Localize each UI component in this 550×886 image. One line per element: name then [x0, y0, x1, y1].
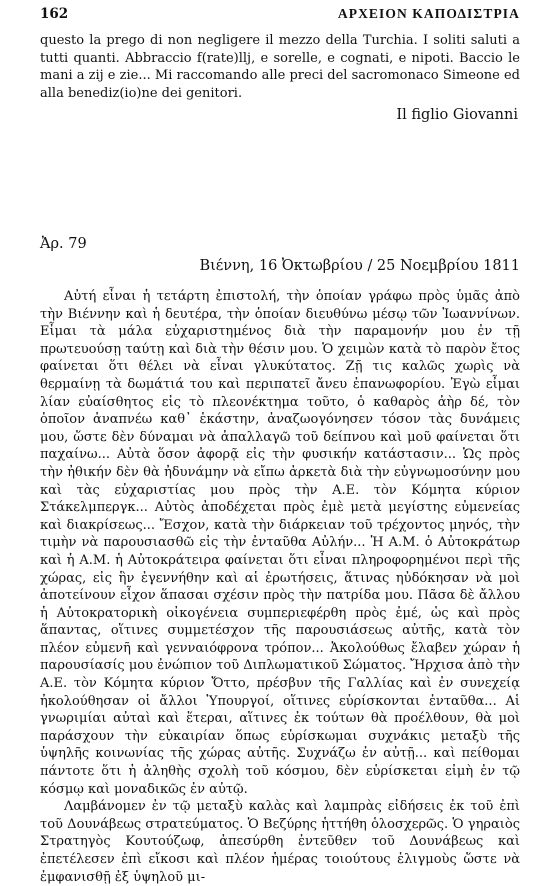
- letter-body: [40, 288, 520, 886]
- letter-dateline: Βιέννη, 16 Ὀκτωβρίου / 25 Νοεμβρίου 1811: [199, 258, 520, 274]
- closing-paragraph: questo la prego di non negligere il mezzo della Turchia. I soliti saluti a tutti quanti. Abbraccio f(rate)llj, e sorelle, e cognati, e nipoti. Baccio le mani a zij e zie... Mi raccomando alle preci del sacromonaco Simeone ed alla benediz(io)ne dei genitori.: [40, 33, 520, 101]
- letter-number: Ἀρ. 79: [40, 236, 87, 252]
- running-title: ΑΡΧΕΙΟΝ ΚΑΠΟΔΙΣΤΡΙΑ: [337, 6, 520, 21]
- letter-paragraph-1: Αὐτή εἶναι ἡ τετάρτη ἐπιστολή, τὴν ὁποίαν γράφω πρὸς ὑμᾶς ἀπὸ τὴν Βιέννην καὶ ἡ δευτέρα, τὴν ὁποίαν διευθύνω μέσῳ τῶν Ἰωαννίνων. Εἶμαι τὰ μάλα εὐχαριστημένος διὰ τὴν παραμονήν μου ἐν τῇ πρωτευούσῃ ταύτῃ καὶ διὰ τὴν θέσιν μου. Ὁ χειμὼν κατὰ τὸ παρὸν ἔτος φαίνεται ὅτι θέλει νὰ εἶναι γλυκύτατος. Ζῇ τις καλῶς χωρὶς νὰ θερμαίνῃ τὰ δωμάτιά του καὶ περιπατεῖ ἄνευ ἐπανωφορίου. Ἐγὼ εἶμαι λίαν εὐαίσθητος εἰς τὸ πλεονέκτημα τοῦτο, ὁ καθαρὸς ἀὴρ δέ, τὸν ὁποῖον ἀναπνέω καθ᾽ ἑκάστην, ἀναζωογόνησεν τόσον τὰς δυνάμεις μου, ὥστε δὲν δύναμαι νὰ ἀπαλλαγῶ τοῦ δείπνου καὶ μοῦ φαίνεται ὅτι παχαίνω... Αὐτὰ ὅσον ἀφορᾷ εἰς τὴν φυσικήν κατάστασιν... Ὡς πρὸς τὴν ἠθικήν δὲν θὰ ἠδυνάμην νὰ εἴπω ἀρκετὰ διὰ τὴν εὐγνωμοσύνην μου καὶ τὰς εὐχαριστίας μου πρὸς τὴν Α.Ε. τὸν Κόμητα κύριον Στάκελμπεργκ... Αὐτὸς ἀποδέχεται πρὸς ἐμὲ μετὰ μεγίστης εὐμενείας καὶ διακρίσεως... Ἔσχον, κατὰ τὴν διάρκειαν τοῦ τρέχοντος μηνός, τὴν τιμὴν νὰ παρουσιασθῶ εἰς τὴν ἐνταῦθα Αὐλήν... Ἡ Α.Μ. ὁ Αὐτοκράτωρ καὶ ἡ Α.Μ. ἡ Αὐτοκράτειρα φαίνεται ὅτι εἶναι πληροφορημένοι περὶ τῆς χώρας, εἰς ἣν ἐγεννήθην καὶ αἱ ἐρωτήσεις, ἅτινας ηὐδόκησαν νὰ μοὶ ἀποτείνουν εἶχον ἅπασαι σχέσιν πρὸς τὴν πατρίδα μου. Πᾶσα δὲ ἄλλου ἡ Αὐτοκρατορικὴ οἰκογένεια συμπεριεφέρθη πρὸς ἐμέ, ὡς καὶ πρὸς ἅπαντας, οἵτινες συμμετέσχον τῆς παρουσιάσεως αὐτῆς, κατὰ τὸν πλέον εὐμενῆ καὶ γενναιόφρονα τρόπον... Ἀκολούθως ἔλαβεν χώραν ἡ παρουσίασίς μου ἐνώπιον τοῦ Διπλωματικοῦ Σώματος. Ἤρχισα ἀπὸ τὴν Α.Ε. τὸν Κόμητα κύριον Ὄττο, πρέσβυν τῆς Γαλλίας καὶ ἐν συνεχείᾳ ἠκολούθησαν οἱ ἄλλοι Ὑπουργοί, οἵτινες εὑρίσκονται ἐνταῦθα... Αἱ γνωριμίαι αὐταὶ καὶ ἕτεραι, αἵτινες ἐκ τούτων θὰ προέλθουν, θὰ μοὶ παράσχουν τὴν εὐκαιρίαν ὅπως εὑρίσκωμαι συχνάκις μεταξὺ τῆς ὑψηλῆς κοινωνίας τῆς χώρας αὐτῆς. Συχνάζω ἐν αὐτῇ... καὶ πείθομαι πάντοτε ὅτι ἡ ἀληθὴς σχολὴ τοῦ κόσμου, δὲν εὑρίσκεται εἰμὴ ἐν τῷ κόσμῳ καὶ μοναδικῶς ἐν αὐτῷ.: [40, 289, 520, 797]
- letter-paragraph-2: Λαμβάνομεν ἐν τῷ μεταξὺ καλὰς καὶ λαμπρὰς εἰδήσεις ἐκ τοῦ ἐπὶ τοῦ Δουνάβεως στρατεύματος. Ὁ Βεζύρης ἡττήθη ὁλοσχερῶς. Ὁ γηραιὸς Στρατηγὸς Κουτούζωφ, ἀπεσύρθη ἐντεῦθεν τοῦ Δουνάβεως καὶ ἐπετέλεσεν ἐπὶ εἴκοσι καὶ πλέον ἡμέρας τοιούτους ἑλιγμοὺς ὥστε νὰ ἐμφανισθῇ ἐξ ὑψηλοῦ μι-: [40, 799, 520, 885]
- page-header: [40, 6, 520, 28]
- previous-letter-closing: [40, 32, 520, 102]
- signature: Il figlio Giovanni: [396, 107, 518, 123]
- page-number: 162: [40, 6, 69, 22]
